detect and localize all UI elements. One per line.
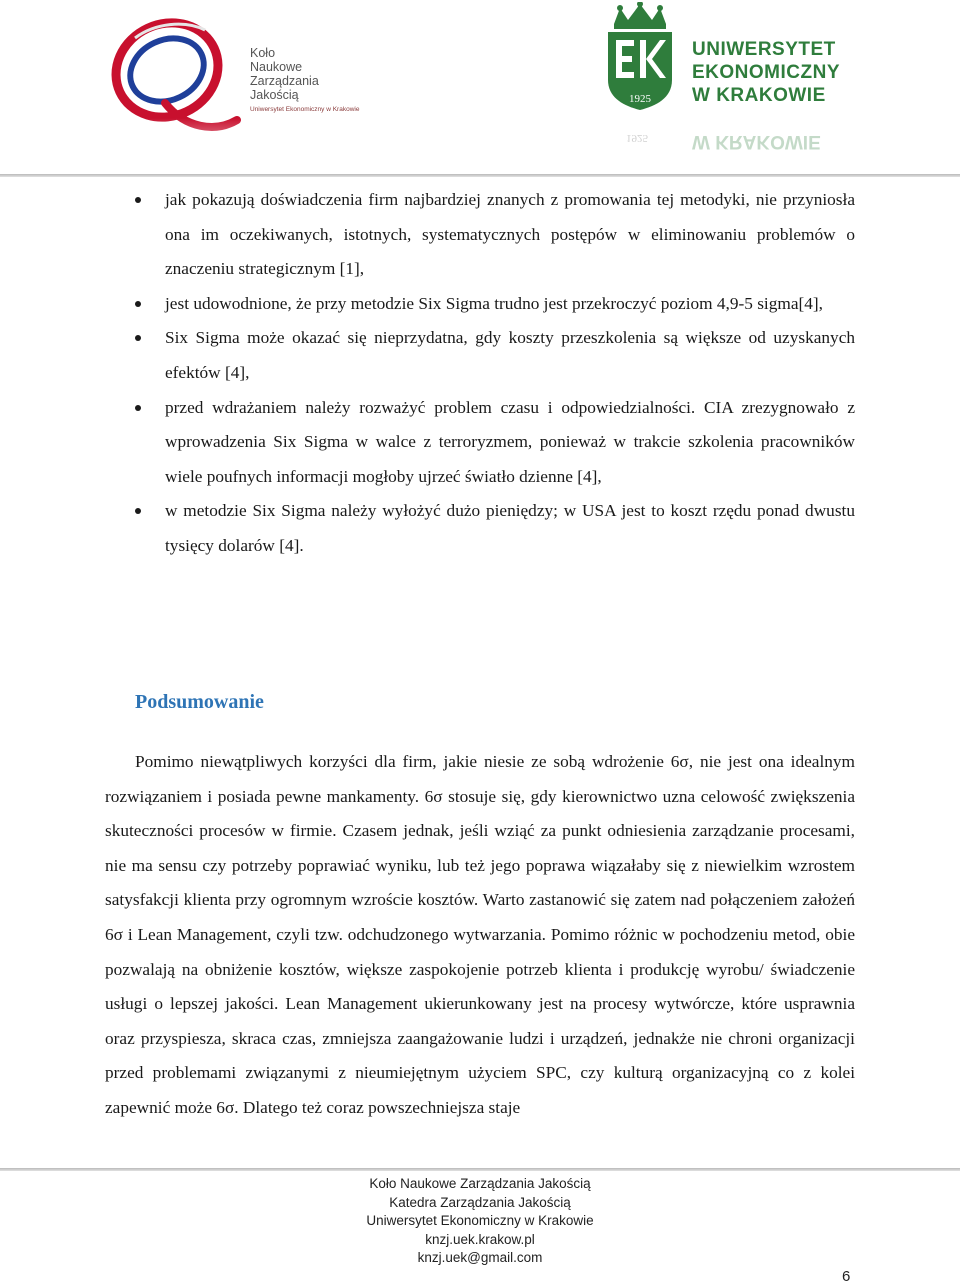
summary-paragraph: Pomimo niewątpliwych korzyści dla firm, jakie niesie ze sobą wdrożenie 6σ, nie jest ona idealnym rozwiązaniem i posiada pewne mankamenty. 6σ stosuje się, gdy kierownictwo uzna celowość zwiększenia skuteczności procesów w firmie. Czasem jednak, jeśli wziąć za punkt odniesienia zarządzanie procesami, nie ma sensu czy potrzeby poprawiać wyniku, lub też jego poprawa wiązałaby się z niewielkim wzrostem satysfakcji klienta przy ogromnym wzroście kosztów. Warto zastanowić się zatem nad połączeniem założeń 6σ i Lean Management, czyli tzw. odchudzonego wytwarzania. Pomimo różnic w pochodzeniu metod, obie pozwalają na obniżenie kosztów, większe zaspokojenie potrzeb klienta i produkcję wyrobu/ świadczenie usługi o lepszej jakości. Lean Management ukierunkowany jest na procesy wytwórcze, które usprawnia oraz przyspiesza, skraca czas, zmniejsza zaangażowanie ludzi i urządzeń, jednakże nie chroni organizacji przed problemami związanymi z nieumiejętnym użyciem SPC, czy kulturą organizacyjną co z kolei zapewnić może 6σ. Dlatego też coraz powszechniejsza staje	[105, 752, 855, 1117]
bullet-icon	[135, 301, 141, 307]
list-item: jest udowodnione, że przy metodzie Six Sigma trudno jest przekroczyć poziom 4,9-5 sigma[4],	[105, 287, 855, 322]
club-logo	[105, 8, 365, 158]
footer-club-name: Koło Naukowe Zarządzania Jakością	[369, 1176, 591, 1191]
list-item: Six Sigma może okazać się nieprzydatna, gdy koszty przeszkolenia są większe od uzyskanych efektów [4],	[105, 321, 855, 390]
page-header	[0, 0, 960, 178]
footer-divider	[0, 1168, 960, 1171]
club-name: Koło Naukowe Zarządzania Jakością	[250, 46, 319, 102]
university-crest	[600, 2, 680, 112]
footer-website: knzj.uek.krakow.pl	[425, 1231, 535, 1247]
page-number: 6	[842, 1268, 851, 1285]
bullet-icon	[135, 197, 141, 203]
footer-department: Katedra Zarządzania Jakością	[389, 1194, 571, 1210]
list-item: jak pokazują doświadczenia firm najbardziej znanych z promowania tej metodyki, nie przyniosła ona im oczekiwanych, istotnych, systematycznych postępów w eliminowaniu problemów o znaczeniu strategicznym [1],	[105, 183, 855, 287]
header-divider	[0, 174, 960, 177]
logo-reflection-fade	[105, 118, 365, 168]
university-logo-reflection: 1925 W KRAKOWIE	[626, 131, 821, 152]
section-heading: Podsumowanie	[135, 691, 264, 713]
university-name: UNIWERSYTET EKONOMICZNY W KRAKOWIE	[692, 39, 840, 106]
bullet-icon	[135, 405, 141, 411]
bullet-list	[105, 183, 855, 564]
bullet-icon	[135, 508, 141, 514]
footer-email: knzj.uek@gmail.com	[417, 1250, 543, 1265]
university-logo	[600, 2, 860, 162]
crest-year: 1925	[629, 93, 651, 105]
page-content	[105, 183, 855, 1117]
bullet-icon	[135, 335, 141, 341]
list-item: przed wdrażaniem należy rozważyć problem czasu i odpowiedzialności. CIA zrezygnowało z wprowadzenia Six Sigma w walce z terroryzmem, ponieważ w trakcie szkolenia pracowników wiele poufnych informacji mogłoby ujrzeć światło dzienne [4],	[105, 391, 855, 495]
club-subtitle: Uniwersytet Ekonomiczny w Krakowie	[250, 106, 360, 113]
list-item: w metodzie Six Sigma należy wyłożyć dużo pieniędzy; w USA jest to koszt rzędu ponad dwustu tysięcy dolarów [4].	[105, 494, 855, 563]
footer-university: Uniwersytet Ekonomiczny w Krakowie	[366, 1213, 594, 1228]
page-footer	[0, 1175, 960, 1268]
